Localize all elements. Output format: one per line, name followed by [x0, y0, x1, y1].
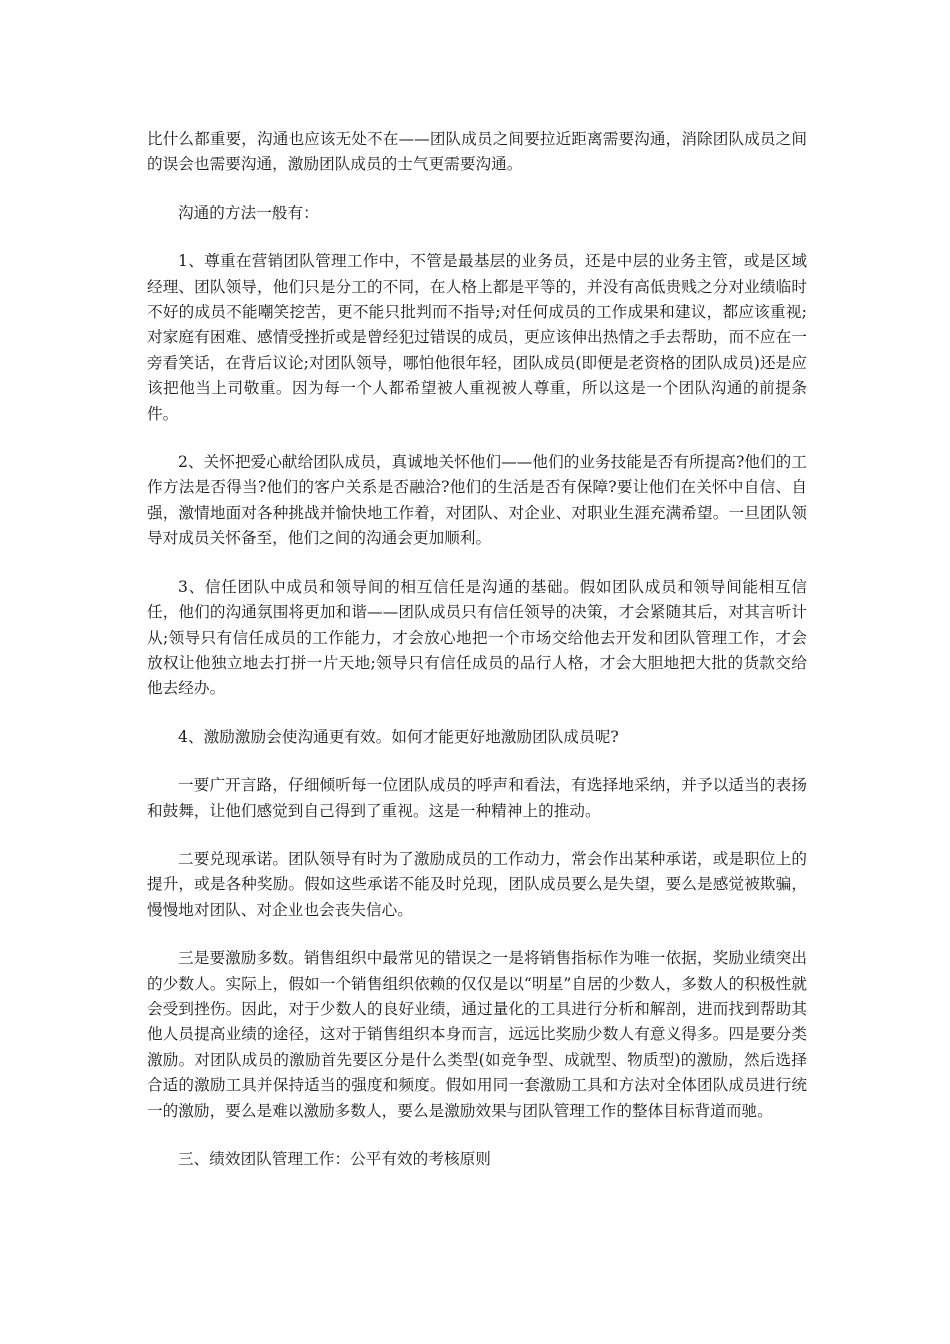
paragraph-motivation: 4、激励激励会使沟通更有效。如何才能更好地激励团队成员呢?: [178, 727, 619, 746]
paragraph-respect: 1、尊重在营销团队管理工作中，不管是最基层的业务员，还是中层的业务主管，或是区域经理、团队领导，他们只是分工的不同，在人格上都是平等的，并没有高低贵贱之分对业绩临时不好的成员不能嘲笑挖苦，更不能只批判而不指导;对任何成员的工作成果和建议，都应该重视;对家庭有困难、感情受挫折或是曾经犯过错误的成员，更应该伸出热情之手去帮助，而不应在一旁看笑话，在背后议论;对团队领导，哪怕他很年轻，团队成员(即便是老资格的团队成员)还是应该把他当上司敬重。因为每一个人都希望被人重视被人尊重，所以这是一个团队沟通的前提条件。: [147, 252, 807, 423]
paragraph-open-speech: 一要广开言路，仔细倾听每一位团队成员的呼声和看法，有选择地采纳，并予以适当的表扬和鼓舞，让他们感觉到自己得到了重视。这是一种精神上的推动。: [147, 776, 807, 820]
paragraph-trust: 3、信任团队中成员和领导间的相互信任是沟通的基础。假如团队成员和领导间能相互信任，他们的沟通氛围将更加和谐——团队成员只有信任领导的决策，才会紧随其后，对其言听计从;领导只有信任成员的工作能力，才会放心地把一个市场交给他去开发和团队管理工作，才会放权让他独立地去打拼一片天地;领导只有信任成员的品行人格，才会大胆地把大批的货款交给他去经办。: [147, 577, 807, 698]
paragraph-keep-promises: 二要兑现承诺。团队领导有时为了激励成员的工作动力，常会作出某种承诺，或是职位上的提升，或是各种奖励。假如这些承诺不能及时兑现，团队成员要么是失望，要么是感觉被欺骗，慢慢地对团队、对企业也会丧失信心。: [147, 849, 807, 919]
section-heading-performance: 三、绩效团队管理工作：公平有效的考核原则: [178, 1150, 491, 1168]
document-page: [147, 127, 807, 1195]
paragraph-motivate-majority: 三是要激励多数。销售组织中最常见的错误之一是将销售指标作为唯一依据，奖励业绩突出的少数人。实际上，假如一个销售组织依赖的仅仅是以“明星”自居的少数人，多数人的积极性就会受到挫伤。因此，对于少数人的良好业绩，通过量化的工具进行分析和解剖，进而找到帮助其他人员提高业绩的途径，这对于销售组织本身而言，远远比奖励少数人有意义得多。四是要分类激励。对团队成员的激励首先要区分是什么类型(如竞争型、成就型、物质型)的激励，然后选择合适的激励工具并保持适当的强度和频度。假如用同一套激励工具和方法对全体团队成员进行统一的激励，要么是难以激励多数人，要么是激励效果与团队管理工作的整体目标背道而驰。: [147, 949, 807, 1120]
paragraph-care: 2、关怀把爱心献给团队成员，真诚地关怀他们——他们的业务技能是否有所提高?他们的工作方法是否得当?他们的客户关系是否融洽?他们的生活是否有保障?要让他们在关怀中自信、自强，激情地面对各种挑战并愉快地工作着，对团队、对企业、对职业生涯充满希望。一旦团队领导对成员关怀备至，他们之间的沟通会更加顺利。: [147, 453, 807, 548]
paragraph-intro-continuation: 比什么都重要，沟通也应该无处不在——团队成员之间要拉近距离需要沟通，消除团队成员之间的误会也需要沟通，激励团队成员的士气更需要沟通。: [147, 130, 807, 174]
paragraph-methods-heading: 沟通的方法一般有：: [178, 203, 319, 222]
